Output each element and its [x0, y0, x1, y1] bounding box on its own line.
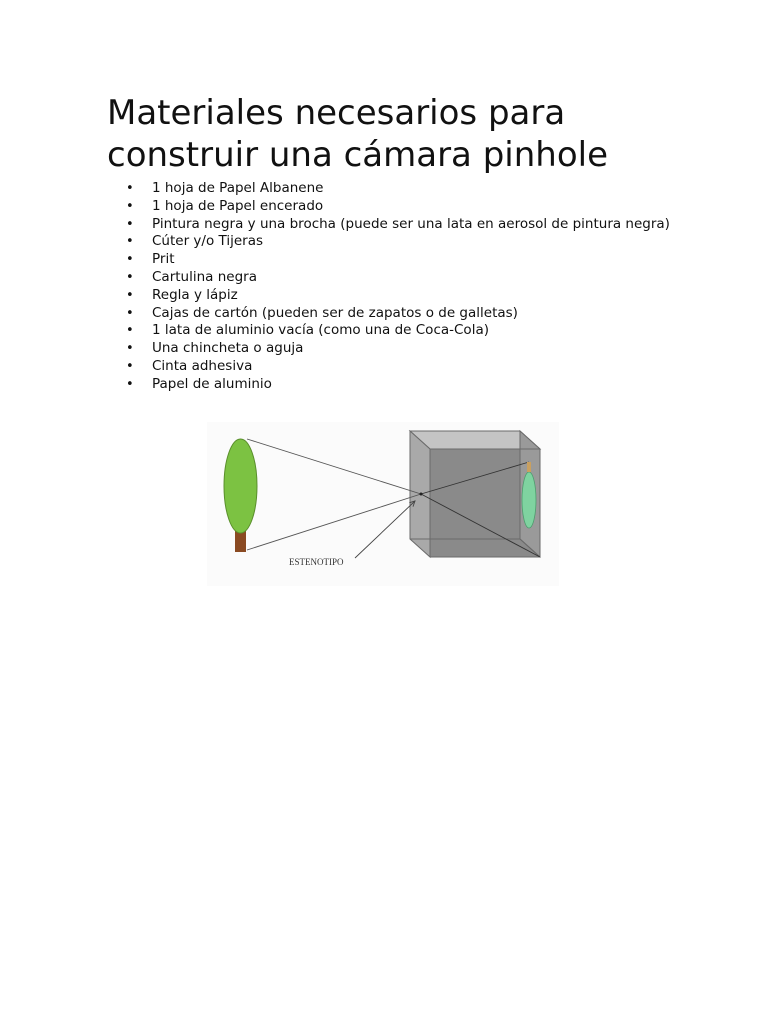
light-ray-top: [247, 439, 421, 494]
list-item-text: Una chincheta o aguja: [152, 340, 304, 357]
list-item-text: Pintura negra y una brocha (puede ser una lata en aerosol de pintura negra): [152, 215, 670, 232]
inverted-tree-image: [522, 472, 536, 528]
list-item: [124, 305, 684, 323]
list-item-text: Prit: [152, 251, 175, 268]
list-item: [124, 340, 684, 358]
list-item: [124, 233, 684, 251]
list-item: [124, 216, 684, 234]
pinhole-camera-diagram: [207, 422, 559, 586]
bullet-icon: •: [126, 358, 134, 374]
light-ray-bottom: [247, 494, 421, 550]
list-item-text: 1 lata de aluminio vacía (como una de Coca-Cola): [152, 322, 489, 339]
list-item-text: 1 hoja de Papel Albanene: [152, 180, 324, 196]
page-title: Materiales necesarios para construir una cámara pinhole: [107, 93, 608, 175]
bullet-icon: •: [126, 376, 134, 392]
list-item: [124, 198, 684, 216]
list-item: [124, 251, 684, 269]
bullet-icon: •: [126, 181, 134, 196]
bullet-icon: •: [126, 341, 134, 357]
list-item-text: Cartulina negra: [152, 268, 257, 285]
list-item-text: Cajas de cartón (pueden ser de zapatos o de galletas): [152, 304, 518, 321]
bullet-icon: •: [126, 252, 134, 268]
list-item-text: Regla y lápiz: [152, 286, 238, 303]
pinhole-diagram-svg: [207, 422, 559, 586]
list-item: [124, 269, 684, 287]
label-pointer: [355, 501, 415, 558]
bullet-icon: •: [126, 305, 134, 321]
list-item-text: Cúter y/o Tijeras: [152, 233, 264, 250]
list-item: [124, 322, 684, 340]
list-item: [124, 376, 684, 394]
list-item-text: Papel de aluminio: [152, 375, 272, 392]
materials-list: [124, 180, 684, 394]
estenotipo-label: ESTENOTIPO: [289, 557, 344, 567]
list-item: [124, 287, 684, 305]
bullet-icon: •: [126, 269, 134, 285]
bullet-icon: •: [126, 198, 134, 214]
pinhole-point: [420, 493, 423, 496]
tree-foliage: [224, 439, 257, 533]
inverted-tree-trunk: [527, 462, 531, 472]
list-item: [124, 358, 684, 376]
list-item: [124, 180, 684, 198]
bullet-icon: •: [126, 323, 134, 339]
list-item-text: Cinta adhesiva: [152, 357, 253, 374]
bullet-icon: •: [126, 234, 134, 250]
bullet-icon: •: [126, 216, 134, 232]
bullet-icon: •: [126, 287, 134, 303]
list-item-text: 1 hoja de Papel encerado: [152, 197, 324, 214]
